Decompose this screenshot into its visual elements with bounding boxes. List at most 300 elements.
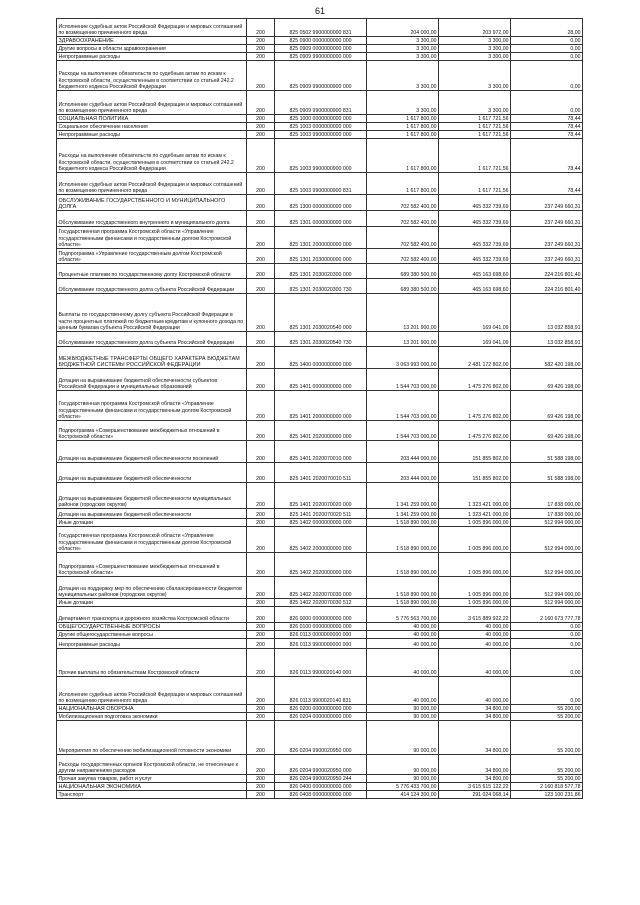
row-admin-code: 200 bbox=[247, 713, 275, 721]
row-name: Непрограммные расходы bbox=[57, 131, 247, 139]
row-approved-amount: 1 518 890 000,00 bbox=[367, 553, 439, 577]
row-budget-code: 826 0204 9900020950 244 bbox=[275, 775, 367, 783]
row-admin-code: 200 bbox=[247, 91, 275, 115]
row-name: Обслуживание государственного долга субъекта Российской Федерации bbox=[57, 332, 247, 347]
row-unexecuted-amount: 582 420 198,00 bbox=[511, 347, 583, 369]
row-name: ОБЩЕГОСУДАРСТВЕННЫЕ ВОПРОСЫ bbox=[57, 623, 247, 631]
row-name: Подпрограмма «Совершенствование межбюджетных отношений в Костромской области» bbox=[57, 421, 247, 441]
row-name: Дотации на выравнивание бюджетной обеспеченности bbox=[57, 463, 247, 483]
row-name: Прочие выплаты по обязательствам Костромской области bbox=[57, 649, 247, 677]
row-executed-amount: 40 000,00 bbox=[439, 649, 511, 677]
row-admin-code: 200 bbox=[247, 483, 275, 509]
row-approved-amount: 13 201 900,00 bbox=[367, 294, 439, 332]
table-row bbox=[57, 421, 583, 441]
row-executed-amount: 40 000,00 bbox=[439, 639, 511, 649]
row-executed-amount: 3 300,00 bbox=[439, 45, 511, 53]
row-admin-code: 200 bbox=[247, 19, 275, 37]
row-approved-amount: 40 000,00 bbox=[367, 649, 439, 677]
row-unexecuted-amount: 237 249 660,31 bbox=[511, 195, 583, 211]
row-name: Другие общегосударственные вопросы bbox=[57, 631, 247, 639]
row-approved-amount: 1 518 890 000,00 bbox=[367, 577, 439, 599]
table-row bbox=[57, 775, 583, 783]
row-approved-amount: 1 518 890 000,00 bbox=[367, 527, 439, 553]
row-unexecuted-amount: 78,44 bbox=[511, 139, 583, 173]
row-unexecuted-amount: 0,00 bbox=[511, 53, 583, 61]
table-row bbox=[57, 553, 583, 577]
row-budget-code: 826 0100 0000000000 000 bbox=[275, 623, 367, 631]
row-name: Непрограммные расходы bbox=[57, 639, 247, 649]
table-row bbox=[57, 721, 583, 755]
row-unexecuted-amount: 51 588 198,00 bbox=[511, 441, 583, 463]
table-row bbox=[57, 607, 583, 623]
row-unexecuted-amount: 0,00 bbox=[511, 677, 583, 705]
table-row bbox=[57, 115, 583, 123]
table-row bbox=[57, 139, 583, 173]
row-unexecuted-amount: 0,00 bbox=[511, 45, 583, 53]
row-approved-amount: 702 582 400,00 bbox=[367, 211, 439, 227]
row-budget-code: 825 1000 0000000000 000 bbox=[275, 115, 367, 123]
row-unexecuted-amount: 512 994 000,00 bbox=[511, 577, 583, 599]
table-row bbox=[57, 131, 583, 139]
row-budget-code: 825 0909 9900000900 831 bbox=[275, 91, 367, 115]
row-budget-code: 825 1301 2030000000 000 bbox=[275, 249, 367, 264]
row-approved-amount: 5 776 433 700,00 bbox=[367, 783, 439, 791]
row-approved-amount: 3 300,00 bbox=[367, 61, 439, 91]
row-approved-amount: 1 544 703 000,00 bbox=[367, 369, 439, 391]
row-unexecuted-amount: 0,00 bbox=[511, 61, 583, 91]
row-budget-code: 825 1301 0000000000 000 bbox=[275, 211, 367, 227]
row-executed-amount: 169 041,09 bbox=[439, 332, 511, 347]
row-budget-code: 825 1401 2020070010 511 bbox=[275, 463, 367, 483]
row-approved-amount: 40 000,00 bbox=[367, 639, 439, 649]
row-name: Мобилизационная подготовка экономики bbox=[57, 713, 247, 721]
row-name: Дотации на выравнивание бюджетной обеспеченности поселений bbox=[57, 441, 247, 463]
row-name: ОБСЛУЖИВАНИЕ ГОСУДАРСТВЕННОГО И МУНИЦИПАЛЬНОГО ДОЛГА bbox=[57, 195, 247, 211]
row-approved-amount: 1 518 890 000,00 bbox=[367, 519, 439, 527]
row-admin-code: 200 bbox=[247, 775, 275, 783]
row-approved-amount: 702 582 400,00 bbox=[367, 227, 439, 249]
row-unexecuted-amount: 51 588 198,00 bbox=[511, 463, 583, 483]
row-budget-code: 825 1301 2030020540 000 bbox=[275, 294, 367, 332]
row-executed-amount: 1 617 721,56 bbox=[439, 139, 511, 173]
row-budget-code: 826 0204 0000000000 000 bbox=[275, 713, 367, 721]
row-unexecuted-amount: 55 200,00 bbox=[511, 705, 583, 713]
row-approved-amount: 1 617 800,00 bbox=[367, 139, 439, 173]
row-approved-amount: 40 000,00 bbox=[367, 677, 439, 705]
row-name: Исполнение судебных актов Российской Федерации и мировых соглашений по возмещению причиненного вреда bbox=[57, 173, 247, 195]
row-approved-amount: 90 000,00 bbox=[367, 775, 439, 783]
table-row bbox=[57, 483, 583, 509]
row-admin-code: 200 bbox=[247, 369, 275, 391]
row-name: Исполнение судебных актов Российской Федерации и мировых соглашений по возмещению причиненного вреда bbox=[57, 19, 247, 37]
row-executed-amount: 34 800,00 bbox=[439, 775, 511, 783]
row-budget-code: 826 0200 0000000000 000 bbox=[275, 705, 367, 713]
row-unexecuted-amount: 512 994 000,00 bbox=[511, 553, 583, 577]
row-name: Дотации на выравнивание бюджетной обеспеченности субъектов Российской Федерации и муниципальных образований bbox=[57, 369, 247, 391]
row-budget-code: 825 1301 2030020300 000 bbox=[275, 264, 367, 279]
row-executed-amount: 1 005 896 000,00 bbox=[439, 553, 511, 577]
table-row bbox=[57, 599, 583, 607]
row-name: Департамент транспорта и дорожного хозяйства Костромской области bbox=[57, 607, 247, 623]
row-budget-code: 825 1401 2020070010 000 bbox=[275, 441, 367, 463]
row-admin-code: 200 bbox=[247, 347, 275, 369]
row-executed-amount: 1 475 276 802,00 bbox=[439, 369, 511, 391]
row-admin-code: 200 bbox=[247, 599, 275, 607]
row-executed-amount: 3 300,00 bbox=[439, 61, 511, 91]
row-admin-code: 200 bbox=[247, 123, 275, 131]
row-budget-code: 825 1402 2020070030 000 bbox=[275, 577, 367, 599]
row-admin-code: 200 bbox=[247, 607, 275, 623]
table-row bbox=[57, 19, 583, 37]
row-executed-amount: 34 800,00 bbox=[439, 755, 511, 775]
row-admin-code: 200 bbox=[247, 705, 275, 713]
row-approved-amount: 3 300,00 bbox=[367, 91, 439, 115]
row-unexecuted-amount: 123 100 231,86 bbox=[511, 791, 583, 799]
row-approved-amount: 1 544 703 000,00 bbox=[367, 421, 439, 441]
row-executed-amount: 1 005 896 000,00 bbox=[439, 519, 511, 527]
row-unexecuted-amount: 0,00 bbox=[511, 649, 583, 677]
row-admin-code: 200 bbox=[247, 677, 275, 705]
row-name: НАЦИОНАЛЬНАЯ ОБОРОНА bbox=[57, 705, 247, 713]
table-row bbox=[57, 519, 583, 527]
row-executed-amount: 291 024 068,14 bbox=[439, 791, 511, 799]
table-row bbox=[57, 705, 583, 713]
row-name: Расходы на выполнение обязательств по судебным актам по искам к Костромской области, осуществленным в соответствии со статьей 242.2 Бюджетного кодекса Российской Федерации bbox=[57, 139, 247, 173]
row-name: ЗДРАВООХРАНЕНИЕ bbox=[57, 37, 247, 45]
row-admin-code: 200 bbox=[247, 227, 275, 249]
row-unexecuted-amount: 237 249 660,31 bbox=[511, 211, 583, 227]
row-budget-code: 825 1301 2000000000 000 bbox=[275, 227, 367, 249]
row-admin-code: 200 bbox=[247, 519, 275, 527]
row-admin-code: 200 bbox=[247, 791, 275, 799]
row-budget-code: 825 1401 2000000000 000 bbox=[275, 391, 367, 421]
row-unexecuted-amount: 0,00 bbox=[511, 631, 583, 639]
row-unexecuted-amount: 17 838 000,00 bbox=[511, 509, 583, 519]
table-row bbox=[57, 61, 583, 91]
row-budget-code: 825 0909 9900000900 000 bbox=[275, 61, 367, 91]
table-row bbox=[57, 91, 583, 115]
table-row bbox=[57, 677, 583, 705]
row-admin-code: 200 bbox=[247, 332, 275, 347]
row-unexecuted-amount: 2 160 673 777,78 bbox=[511, 607, 583, 623]
row-approved-amount: 702 582 400,00 bbox=[367, 249, 439, 264]
row-unexecuted-amount: 17 838 000,00 bbox=[511, 483, 583, 509]
row-budget-code: 825 1402 0000000000 000 bbox=[275, 519, 367, 527]
table-row bbox=[57, 369, 583, 391]
row-name: СОЦИАЛЬНАЯ ПОЛИТИКА bbox=[57, 115, 247, 123]
row-name: Иные дотации bbox=[57, 599, 247, 607]
row-unexecuted-amount: 78,44 bbox=[511, 115, 583, 123]
row-name: Дотации на выравнивание бюджетной обеспеченности муниципальных районов (городских округов) bbox=[57, 483, 247, 509]
table-row bbox=[57, 53, 583, 61]
row-name: МЕЖБЮДЖЕТНЫЕ ТРАНСФЕРТЫ ОБЩЕГО ХАРАКТЕРА БЮДЖЕТАМ БЮДЖЕТНОЙ СИСТЕМЫ РОССИЙСКОЙ ФЕДЕРАЦИИ bbox=[57, 347, 247, 369]
row-unexecuted-amount: 512 994 000,00 bbox=[511, 599, 583, 607]
row-approved-amount: 1 341 259 000,00 bbox=[367, 509, 439, 519]
row-admin-code: 200 bbox=[247, 755, 275, 775]
row-budget-code: 825 1301 2030020300 730 bbox=[275, 279, 367, 294]
row-admin-code: 200 bbox=[247, 631, 275, 639]
row-executed-amount: 465 163 698,60 bbox=[439, 264, 511, 279]
row-unexecuted-amount: 69 426 198,00 bbox=[511, 391, 583, 421]
row-executed-amount: 203 972,00 bbox=[439, 19, 511, 37]
row-approved-amount: 90 000,00 bbox=[367, 721, 439, 755]
table-row bbox=[57, 173, 583, 195]
row-budget-code: 825 1301 2030020540 730 bbox=[275, 332, 367, 347]
row-budget-code: 826 0113 9900020140 000 bbox=[275, 649, 367, 677]
row-executed-amount: 1 617 721,56 bbox=[439, 123, 511, 131]
row-approved-amount: 1 518 890 000,00 bbox=[367, 599, 439, 607]
row-name: Расходы на выполнение обязательств по судебным актам по искам к Костромской области, осуществленным в соответствии со статьей 242.2 Бюджетного кодекса Российской Федерации bbox=[57, 61, 247, 91]
row-approved-amount: 3 063 993 000,00 bbox=[367, 347, 439, 369]
row-name: Обслуживание государственного долга субъекта Российской Федерации bbox=[57, 279, 247, 294]
row-admin-code: 200 bbox=[247, 639, 275, 649]
row-approved-amount: 1 617 800,00 bbox=[367, 131, 439, 139]
row-budget-code: 826 0113 9900020140 831 bbox=[275, 677, 367, 705]
row-admin-code: 200 bbox=[247, 279, 275, 294]
row-unexecuted-amount: 0,00 bbox=[511, 37, 583, 45]
row-name: Обслуживание государственного внутреннего и муниципального долга bbox=[57, 211, 247, 227]
row-unexecuted-amount: 78,44 bbox=[511, 123, 583, 131]
row-budget-code: 825 1402 2020000000 000 bbox=[275, 553, 367, 577]
row-admin-code: 200 bbox=[247, 577, 275, 599]
row-admin-code: 200 bbox=[247, 195, 275, 211]
row-executed-amount: 1 323 421 000,00 bbox=[439, 509, 511, 519]
row-budget-code: 825 1402 2000000000 000 bbox=[275, 527, 367, 553]
row-name: Подпрограмма «Совершенствование межбюджетных отношений в Костромской области» bbox=[57, 553, 247, 577]
row-budget-code: 825 0909 0000000000 000 bbox=[275, 45, 367, 53]
row-executed-amount: 169 041,09 bbox=[439, 294, 511, 332]
row-approved-amount: 1 617 800,00 bbox=[367, 115, 439, 123]
row-executed-amount: 465 163 698,60 bbox=[439, 279, 511, 294]
table-row bbox=[57, 45, 583, 53]
row-name: Дотации на поддержку мер по обеспечению сбалансированности бюджетов муниципальных районов (городских округов) bbox=[57, 577, 247, 599]
row-approved-amount: 3 300,00 bbox=[367, 37, 439, 45]
row-budget-code: 825 1003 9900000000 000 bbox=[275, 131, 367, 139]
row-name: Исполнение судебных актов Российской Федерации и мировых соглашений по возмещению причиненного вреда bbox=[57, 677, 247, 705]
row-approved-amount: 1 617 800,00 bbox=[367, 123, 439, 131]
row-approved-amount: 3 300,00 bbox=[367, 45, 439, 53]
table-row bbox=[57, 347, 583, 369]
row-admin-code: 200 bbox=[247, 249, 275, 264]
row-executed-amount: 465 332 739,69 bbox=[439, 249, 511, 264]
row-unexecuted-amount: 224 216 801,40 bbox=[511, 264, 583, 279]
row-executed-amount: 151 855 802,00 bbox=[439, 441, 511, 463]
table-row bbox=[57, 264, 583, 279]
table-row bbox=[57, 649, 583, 677]
row-unexecuted-amount: 78,44 bbox=[511, 131, 583, 139]
row-budget-code: 826 0113 9900000000 000 bbox=[275, 639, 367, 649]
row-name: Мероприятия по обеспечению мобилизационной готовности экономики bbox=[57, 721, 247, 755]
table-row bbox=[57, 227, 583, 249]
row-approved-amount: 3 300,00 bbox=[367, 53, 439, 61]
row-admin-code: 200 bbox=[247, 649, 275, 677]
row-name: Другие вопросы в области здравоохранения bbox=[57, 45, 247, 53]
row-executed-amount: 40 000,00 bbox=[439, 623, 511, 631]
row-unexecuted-amount: 512 994 000,00 bbox=[511, 527, 583, 553]
row-approved-amount: 90 000,00 bbox=[367, 713, 439, 721]
row-budget-code: 825 1003 9900000900 831 bbox=[275, 173, 367, 195]
row-executed-amount: 1 617 721,56 bbox=[439, 115, 511, 123]
row-admin-code: 200 bbox=[247, 115, 275, 123]
row-unexecuted-amount: 13 032 858,91 bbox=[511, 294, 583, 332]
row-admin-code: 200 bbox=[247, 294, 275, 332]
row-name: Государственная программа Костромской области «Управление государственными финансами и государственным долгом Костромской области» bbox=[57, 527, 247, 553]
row-name: НАЦИОНАЛЬНАЯ ЭКОНОМИКА bbox=[57, 783, 247, 791]
row-name: Транспорт bbox=[57, 791, 247, 799]
row-approved-amount: 204 000,00 bbox=[367, 19, 439, 37]
table-row bbox=[57, 577, 583, 599]
table-row bbox=[57, 279, 583, 294]
table-row bbox=[57, 391, 583, 421]
row-unexecuted-amount: 2 160 818 577,78 bbox=[511, 783, 583, 791]
row-approved-amount: 702 582 400,00 bbox=[367, 195, 439, 211]
row-approved-amount: 203 444 000,00 bbox=[367, 463, 439, 483]
row-name: Государственная программа Костромской области «Управление государственными финансами и государственным долгом Костромской области» bbox=[57, 391, 247, 421]
row-admin-code: 200 bbox=[247, 173, 275, 195]
row-admin-code: 200 bbox=[247, 45, 275, 53]
row-admin-code: 200 bbox=[247, 553, 275, 577]
row-admin-code: 200 bbox=[247, 131, 275, 139]
row-executed-amount: 1 475 276 802,00 bbox=[439, 421, 511, 441]
row-approved-amount: 1 341 259 000,00 bbox=[367, 483, 439, 509]
row-unexecuted-amount: 224 216 801,40 bbox=[511, 279, 583, 294]
table-row bbox=[57, 441, 583, 463]
row-name: Расходы государственных органов Костромской области, не отнесенные к другим направлениям расходов bbox=[57, 755, 247, 775]
row-budget-code: 826 0113 0000000000 000 bbox=[275, 631, 367, 639]
row-unexecuted-amount: 69 426 198,00 bbox=[511, 369, 583, 391]
row-executed-amount: 3 615 615 122,22 bbox=[439, 783, 511, 791]
row-executed-amount: 3 300,00 bbox=[439, 53, 511, 61]
row-admin-code: 200 bbox=[247, 441, 275, 463]
row-unexecuted-amount: 0,00 bbox=[511, 91, 583, 115]
table-row bbox=[57, 332, 583, 347]
row-admin-code: 200 bbox=[247, 421, 275, 441]
row-executed-amount: 40 000,00 bbox=[439, 677, 511, 705]
row-name: Исполнение судебных актов Российской Федерации и мировых соглашений по возмещению причиненного вреда bbox=[57, 91, 247, 115]
row-name: Иные дотации bbox=[57, 519, 247, 527]
row-approved-amount: 40 000,00 bbox=[367, 631, 439, 639]
row-unexecuted-amount: 237 249 660,31 bbox=[511, 249, 583, 264]
row-unexecuted-amount: 237 249 660,31 bbox=[511, 227, 583, 249]
row-budget-code: 826 0204 9900020950 000 bbox=[275, 755, 367, 775]
budget-table bbox=[56, 18, 583, 799]
row-admin-code: 200 bbox=[247, 721, 275, 755]
row-executed-amount: 465 332 739,69 bbox=[439, 195, 511, 211]
row-budget-code: 826 0000 0000000000 000 bbox=[275, 607, 367, 623]
row-budget-code: 825 1300 0000000000 000 bbox=[275, 195, 367, 211]
row-unexecuted-amount: 0,00 bbox=[511, 639, 583, 649]
row-executed-amount: 2 481 172 802,00 bbox=[439, 347, 511, 369]
row-unexecuted-amount: 13 032 858,91 bbox=[511, 332, 583, 347]
row-admin-code: 200 bbox=[247, 61, 275, 91]
row-executed-amount: 1 005 896 000,00 bbox=[439, 527, 511, 553]
row-name: Выплаты по государственному долгу субъекта Российской Федерации в части процентных платежей по бюджетным кредитам и купонного дохода по ценным бумагам субъекта Российской Федерации bbox=[57, 294, 247, 332]
row-budget-code: 825 1401 0000000000 000 bbox=[275, 369, 367, 391]
row-unexecuted-amount: 78,44 bbox=[511, 173, 583, 195]
row-unexecuted-amount: 55 200,00 bbox=[511, 713, 583, 721]
row-name: Непрограммные расходы bbox=[57, 53, 247, 61]
row-name: Дотации на выравнивание бюджетной обеспеченности bbox=[57, 509, 247, 519]
row-unexecuted-amount: 55 200,00 bbox=[511, 721, 583, 755]
row-budget-code: 825 0502 9900000000 831 bbox=[275, 19, 367, 37]
row-approved-amount: 203 444 000,00 bbox=[367, 441, 439, 463]
row-admin-code: 200 bbox=[247, 139, 275, 173]
row-admin-code: 200 bbox=[247, 53, 275, 61]
row-executed-amount: 40 000,00 bbox=[439, 631, 511, 639]
row-budget-code: 826 0400 0000000000 000 bbox=[275, 783, 367, 791]
row-executed-amount: 1 617 721,56 bbox=[439, 173, 511, 195]
row-unexecuted-amount: 28,00 bbox=[511, 19, 583, 37]
row-executed-amount: 1 005 896 000,00 bbox=[439, 599, 511, 607]
row-executed-amount: 3 300,00 bbox=[439, 91, 511, 115]
row-budget-code: 825 1401 2020070020 511 bbox=[275, 509, 367, 519]
row-budget-code: 825 1401 2020000000 000 bbox=[275, 421, 367, 441]
row-executed-amount: 1 323 421 000,00 bbox=[439, 483, 511, 509]
row-budget-code: 825 1400 0000000000 000 bbox=[275, 347, 367, 369]
row-admin-code: 200 bbox=[247, 527, 275, 553]
row-admin-code: 200 bbox=[247, 264, 275, 279]
row-budget-code: 825 1402 2020070030 512 bbox=[275, 599, 367, 607]
table-row bbox=[57, 509, 583, 519]
row-approved-amount: 414 124 300,00 bbox=[367, 791, 439, 799]
row-approved-amount: 90 000,00 bbox=[367, 755, 439, 775]
row-executed-amount: 3 615 889 922,22 bbox=[439, 607, 511, 623]
table-row bbox=[57, 211, 583, 227]
row-budget-code: 825 1003 0000000000 000 bbox=[275, 123, 367, 131]
table-row bbox=[57, 463, 583, 483]
row-approved-amount: 1 544 703 000,00 bbox=[367, 391, 439, 421]
table-row bbox=[57, 783, 583, 791]
table-row bbox=[57, 791, 583, 799]
row-executed-amount: 34 800,00 bbox=[439, 713, 511, 721]
row-admin-code: 200 bbox=[247, 463, 275, 483]
row-unexecuted-amount: 69 426 198,00 bbox=[511, 421, 583, 441]
row-executed-amount: 151 855 802,00 bbox=[439, 463, 511, 483]
row-approved-amount: 90 000,00 bbox=[367, 705, 439, 713]
row-unexecuted-amount: 55 200,00 bbox=[511, 775, 583, 783]
row-admin-code: 200 bbox=[247, 211, 275, 227]
page-number: 61 bbox=[314, 6, 325, 16]
row-executed-amount: 1 005 896 000,00 bbox=[439, 577, 511, 599]
row-approved-amount: 40 000,00 bbox=[367, 623, 439, 631]
table-row bbox=[57, 755, 583, 775]
table-row bbox=[57, 713, 583, 721]
row-executed-amount: 34 800,00 bbox=[439, 721, 511, 755]
row-name: Социальное обеспечение населения bbox=[57, 123, 247, 131]
row-approved-amount: 5 776 563 700,00 bbox=[367, 607, 439, 623]
row-approved-amount: 689 380 500,00 bbox=[367, 279, 439, 294]
row-approved-amount: 689 380 500,00 bbox=[367, 264, 439, 279]
row-admin-code: 200 bbox=[247, 623, 275, 631]
row-name: Подпрограмма «Управление государственным долгом Костромской области» bbox=[57, 249, 247, 264]
row-approved-amount: 1 617 800,00 bbox=[367, 173, 439, 195]
table-row bbox=[57, 631, 583, 639]
row-name: Прочая закупка товаров, работ и услуг bbox=[57, 775, 247, 783]
row-name: Процентные платежи по государственному долгу Костромской области bbox=[57, 264, 247, 279]
row-unexecuted-amount: 512 994 000,00 bbox=[511, 519, 583, 527]
table-row bbox=[57, 195, 583, 211]
row-unexecuted-amount: 0,00 bbox=[511, 623, 583, 631]
row-budget-code: 825 1401 2020070020 000 bbox=[275, 483, 367, 509]
table-row bbox=[57, 249, 583, 264]
row-admin-code: 200 bbox=[247, 783, 275, 791]
row-unexecuted-amount: 55 200,00 bbox=[511, 755, 583, 775]
table-row bbox=[57, 123, 583, 131]
row-executed-amount: 1 475 276 802,00 bbox=[439, 391, 511, 421]
row-executed-amount: 34 800,00 bbox=[439, 705, 511, 713]
row-budget-code: 825 0909 9900000000 000 bbox=[275, 53, 367, 61]
row-executed-amount: 465 332 739,69 bbox=[439, 211, 511, 227]
